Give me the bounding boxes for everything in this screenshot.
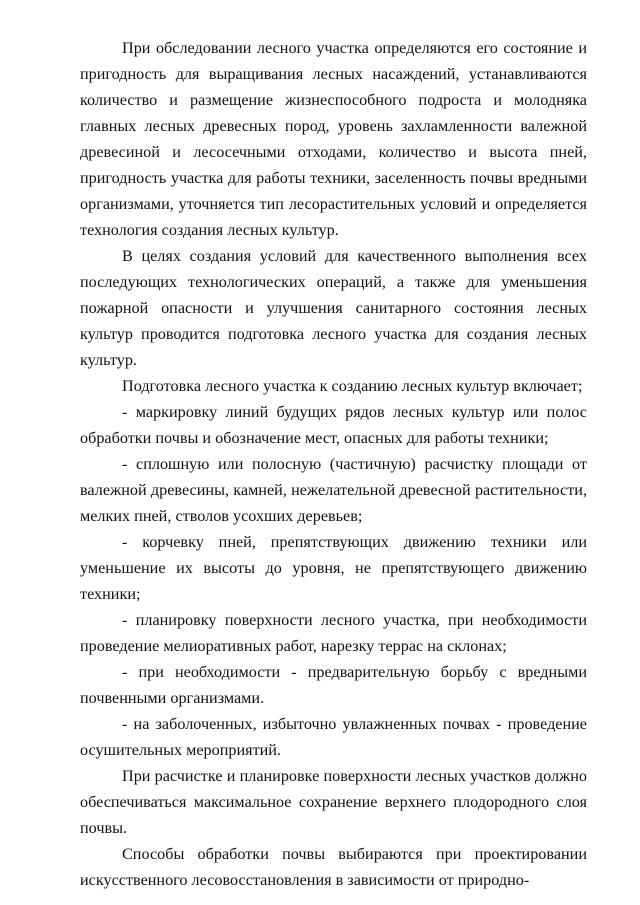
paragraph-topsoil-preservation: При расчистке и планировке поверхности лесных участков должно обеспечиваться максимальное сохранение верхнего плодородного слоя почвы. bbox=[80, 767, 587, 837]
list-item-pest-control: - при необходимости - предварительную борьбу с вредными почвенными организмами. bbox=[80, 663, 587, 707]
list-item-stump-removal: - корчевку пней, препятствующих движению техники или уменьшение их высоты до уровня, не препятствующего движению техники; bbox=[80, 533, 587, 603]
list-item-clearing: - сплошную или полосную (частичную) расчистку площади от валежной древесины, камней, нежелательной древесной растительности, мелких пней, стволов усохших деревьев; bbox=[80, 455, 587, 525]
list-item-drainage: - на заболоченных, избыточно увлажненных почвах - проведение осушительных мероприятий. bbox=[80, 715, 587, 759]
paragraph-preparation-includes: Подготовка лесного участка к созданию лесных культур включает; bbox=[122, 377, 583, 395]
document-page bbox=[80, 35, 587, 893]
paragraph-preparation-purpose: В целях создания условий для качественного выполнения всех последующих технологических операций, а также для уменьшения пожарной опасности и улучшения санитарного состояния лесных культур проводится подготовка лесного участка для создания лесных культур. bbox=[80, 247, 587, 369]
list-item-surface-leveling: - планировку поверхности лесного участка, при необходимости проведение мелиоративных работ, нарезку террас на склонах; bbox=[80, 611, 587, 655]
list-item-marking: - маркировку линий будущих рядов лесных культур или полос обработки почвы и обозначение мест, опасных для работы техники; bbox=[80, 403, 587, 447]
paragraph-soil-treatment-methods: Способы обработки почвы выбираются при проектировании искусственного лесовосстановления в зависимости от природно- bbox=[80, 845, 587, 889]
paragraph-survey: При обследовании лесного участка определяются его состояние и пригодность для выращивания лесных насаждений, устанавливаются количество и размещение жизнеспособного подроста и молодняка главных лесных древесных пород, уровень захламленности валежной древесиной и лесосечными отходами, количество и высота пней, пригодность участка для работы техники, заселенность почвы вредными организмами, уточняется тип лесорастительных условий и определяется технология создания лесных культур. bbox=[80, 39, 587, 239]
